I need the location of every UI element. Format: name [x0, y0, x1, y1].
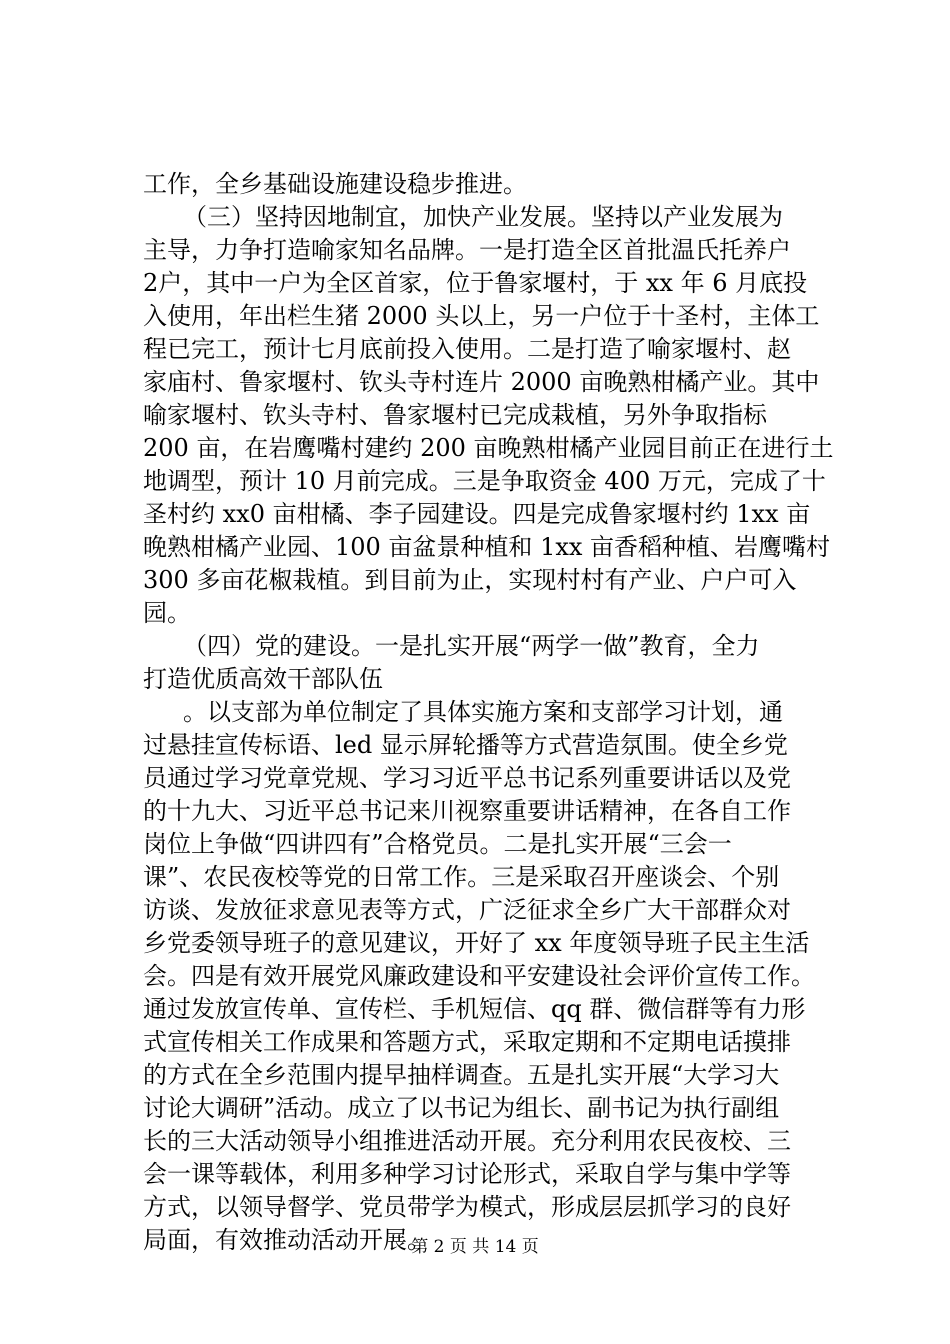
text-line: 通过发放宣传单、宣传栏、手机短信、qq 群、微信群等有力形 — [143, 995, 806, 1023]
text-line: 园。 — [143, 599, 191, 627]
text-line: 会。四是有效开展党风廉政建设和平安建设社会评价宣传工作。 — [143, 962, 815, 990]
text-line: 圣村约 xx0 亩柑橘、李子园建设。四是完成鲁家堰村约 1xx 亩 — [143, 500, 811, 528]
text-line: 打造优质高效干部队伍 — [143, 665, 383, 693]
text-line: 晚熟柑橘产业园、100 亩盆景种植和 1xx 亩香稻种植、岩鹰嘴村 — [143, 533, 831, 561]
text-line: 2户，其中一户为全区首家，位于鲁家堰村，于 xx 年 6 月底投 — [143, 269, 808, 297]
text-line: 乡党委领导班子的意见建议，开好了 xx 年度领导班子民主生活 — [143, 929, 810, 957]
text-line: 会一课等载体，利用多种学习讨论形式，采取自学与集中学等 — [143, 1160, 791, 1188]
text-line: 的十九大、习近平总书记来川视察重要讲话精神，在各自工作 — [143, 797, 791, 825]
text-line: 家庙村、鲁家堰村、钦头寺村连片 2000 亩晚熟柑橘产业。其中 — [143, 368, 820, 396]
text-line: 讨论大调研”活动。成立了以书记为组长、副书记为执行副组 — [143, 1094, 780, 1122]
text-line: 200 亩，在岩鹰嘴村建约 200 亩晚熟柑橘产业园目前正在进行土 — [143, 434, 834, 462]
text-line: 岗位上争做“四讲四有”合格党员。二是扎实开展“三会一 — [143, 830, 732, 858]
text-line: 喻家堰村、钦头寺村、鲁家堰村已完成栽植，另外争取指标 — [143, 401, 767, 429]
text-line: 过悬挂宣传标语、led 显示屏轮播等方式营造氛围。使全乡党 — [143, 731, 788, 759]
document-body — [143, 168, 833, 1257]
text-line: 局面，有效推动活动开展。 — [143, 1226, 431, 1254]
text-line: 300 多亩花椒栽植。到目前为止，实现村村有产业、户户可入 — [143, 566, 797, 594]
text-line: 工作，全乡基础设施建设稳步推进。 — [143, 170, 527, 198]
text-line: 地调型，预计 10 月前完成。三是争取资金 400 万元，完成了十 — [143, 467, 826, 495]
text-line: （三）坚持因地制宜，加快产业发展。坚持以产业发展为 — [183, 203, 783, 231]
text-line: 访谈、发放征求意见表等方式，广泛征求全乡广大干部群众对 — [143, 896, 791, 924]
text-line: 课”、农民夜校等党的日常工作。三是采取召开座谈会、个别 — [143, 863, 780, 891]
text-line: 主导，力争打造喻家知名品牌。一是打造全区首批温氏托养户 — [143, 236, 791, 264]
text-line: 方式，以领导督学、党员带学为模式，形成层层抓学习的良好 — [143, 1193, 791, 1221]
text-line: 入使用，年出栏生猪 2000 头以上，另一户位于十圣村，主体工 — [143, 302, 820, 330]
text-line: 员通过学习党章党规、学习习近平总书记系列重要讲话以及党 — [143, 764, 791, 792]
text-line: 式宣传相关工作成果和答题方式，采取定期和不定期电话摸排 — [143, 1028, 791, 1056]
text-line: 长的三大活动领导小组推进活动开展。充分利用农民夜校、三 — [143, 1127, 791, 1155]
text-line: 的方式在全乡范围内提早抽样调查。五是扎实开展“大学习大 — [143, 1061, 780, 1089]
page-number-label: 第 2 页 共 14 页 — [411, 1237, 539, 1257]
text-line: （四）党的建设。一是扎实开展“两学一做”教育，全力 — [183, 632, 760, 660]
text-line: 。以支部为单位制定了具体实施方案和支部学习计划，通 — [183, 698, 783, 726]
text-line: 程已完工，预计七月底前投入使用。二是打造了喻家堰村、赵 — [143, 335, 791, 363]
page-footer — [0, 1236, 950, 1258]
